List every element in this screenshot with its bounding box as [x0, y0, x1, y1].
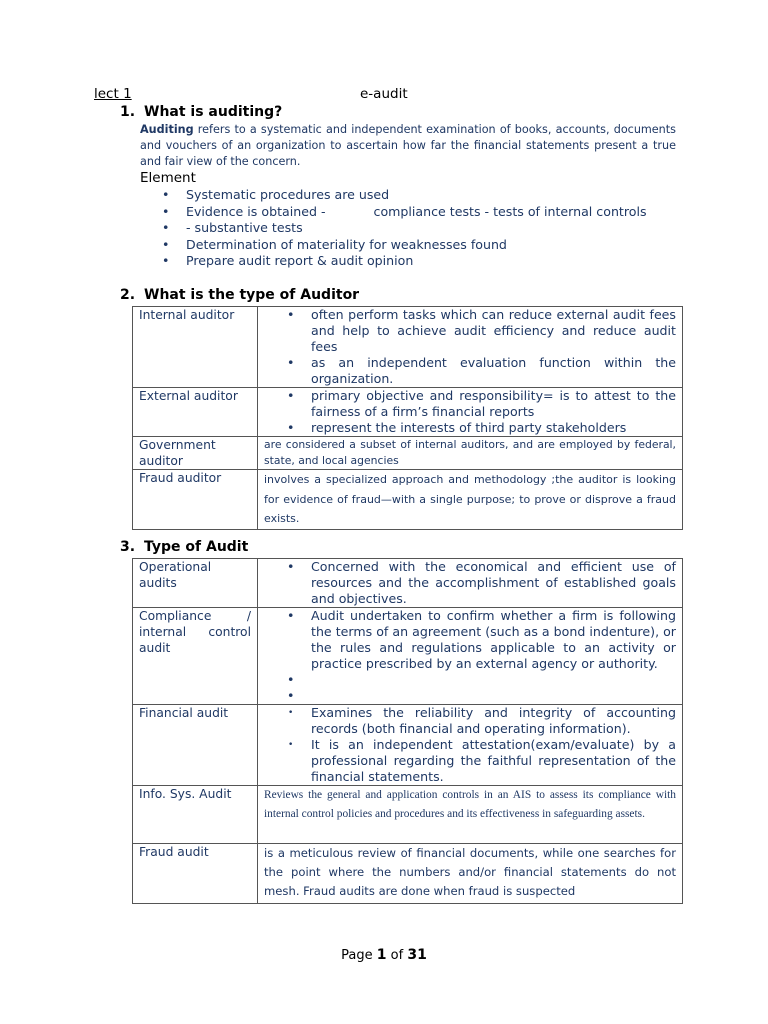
page-header [94, 86, 654, 104]
section-3-heading [120, 539, 248, 555]
row-content [258, 437, 683, 470]
row-content [258, 307, 683, 388]
list-item: • Audit undertaken to confirm whether a firm is following the terms of an agreement (such as a bond indenture), or the rules and regulations applicable to an activity or practice prescribed by an external agency or authority. [258, 608, 676, 672]
table-row [133, 559, 683, 608]
definition-text: refers to a systematic and independent examination of books, accounts, documents and vouchers of an organization to ascertain how far the financial statements present a true and fair view of the concern. [140, 123, 676, 168]
element-list [160, 187, 647, 270]
page-number: 1 [376, 947, 387, 963]
page-prefix: Page [341, 948, 377, 963]
section-1-heading [120, 104, 282, 120]
page-total: 31 [407, 947, 427, 963]
section-2-heading [120, 287, 359, 303]
auditing-definition [140, 122, 676, 170]
table-row [133, 844, 683, 904]
list-item: • It is an independent attestation(exam/evaluate) by a professional regarding the faithful representation of the financial statements. [258, 737, 676, 785]
list-item: • often perform tasks which can reduce external audit fees and help to achieve audit efficiency and reduce audit fees [258, 307, 676, 355]
table-row [133, 437, 683, 470]
row-content [258, 470, 683, 530]
section-title: What is the type of Auditor [144, 287, 360, 303]
row-label: Financial audit [133, 705, 258, 786]
list-item: • primary objective and responsibility= is to attest to the fairness of a firm’s financial reports [258, 388, 676, 420]
section-number: 3. [120, 539, 136, 555]
row-label: Fraud audit [133, 844, 258, 904]
table-row [133, 388, 683, 437]
row-label: Internal auditor [133, 307, 258, 388]
label-word: / [246, 609, 251, 623]
list-item: • Determination of materiality for weaknesses found [160, 237, 647, 254]
row-label: Operational audits [133, 559, 258, 608]
label-word: Compliance [139, 609, 212, 623]
page-of: of [386, 948, 408, 963]
row-content [258, 844, 683, 904]
list-item: • Systematic procedures are used [160, 187, 647, 204]
lecture-label: lect 1 [94, 86, 132, 102]
row-content [258, 705, 683, 786]
row-label: Fraud auditor [133, 470, 258, 530]
list-item: • Concerned with the economical and efficient use of resources and the accomplishment of established goals and objectives. [258, 559, 676, 607]
bullet-list [258, 608, 682, 704]
list-item-continuation: • - substantive tests [160, 220, 647, 237]
audit-types-table [132, 558, 683, 904]
row-label: Info. Sys. Audit [133, 786, 258, 844]
list-item: • Prepare audit report & audit opinion [160, 253, 647, 270]
definition-term: Auditing [140, 123, 194, 136]
list-item: • Examines the reliability and integrity of accounting records (both financial and operating information). [258, 705, 676, 737]
label-line: internal control [139, 625, 251, 639]
row-content [258, 559, 683, 608]
element-label: Element [140, 170, 196, 186]
table-row [133, 307, 683, 388]
list-item-empty [258, 672, 676, 688]
section-number: 2. [120, 287, 136, 303]
row-content [258, 608, 683, 705]
row-text: Reviews the general and application controls in an AIS to assess its compliance with internal control policies and procedures and its effectiveness in safeguarding assets. [264, 789, 676, 820]
bullet-list [258, 705, 682, 785]
row-text: are considered a subset of internal auditors, and are employed by federal, state, and local agencies [264, 438, 676, 467]
row-content [258, 786, 683, 844]
list-item: • represent the interests of third party stakeholders [258, 420, 676, 436]
bullet-list [258, 388, 682, 436]
list-item-empty [258, 688, 676, 704]
section-title: Type of Audit [144, 539, 249, 555]
row-label: Government auditor [133, 437, 258, 470]
section-title: What is auditing? [144, 104, 283, 120]
label-line [139, 608, 251, 624]
row-text: is a meticulous review of financial documents, while one searches for the point where the numbers and/or financial statements do not mesh. Fraud audits are done when fraud is suspected [264, 846, 676, 898]
auditor-types-table [132, 306, 683, 530]
row-text: involves a specialized approach and methodology ;the auditor is looking for evidence of fraud—with a single purpose; to prove or disprove a fraud exists. [264, 473, 676, 525]
table-row [133, 786, 683, 844]
page-footer [0, 947, 768, 963]
bullet-list [258, 559, 682, 607]
table-row [133, 608, 683, 705]
row-content [258, 388, 683, 437]
list-item: • as an independent evaluation function within the organization. [258, 355, 676, 387]
table-row [133, 470, 683, 530]
course-title: e-audit [360, 86, 408, 102]
list-item: • Evidence is obtained - compliance tests - tests of internal controls [160, 204, 647, 221]
label-line: audit [139, 641, 171, 655]
table-row [133, 705, 683, 786]
row-label: External auditor [133, 388, 258, 437]
bullet-list [258, 307, 682, 387]
row-label [133, 608, 258, 705]
section-number: 1. [120, 104, 136, 120]
